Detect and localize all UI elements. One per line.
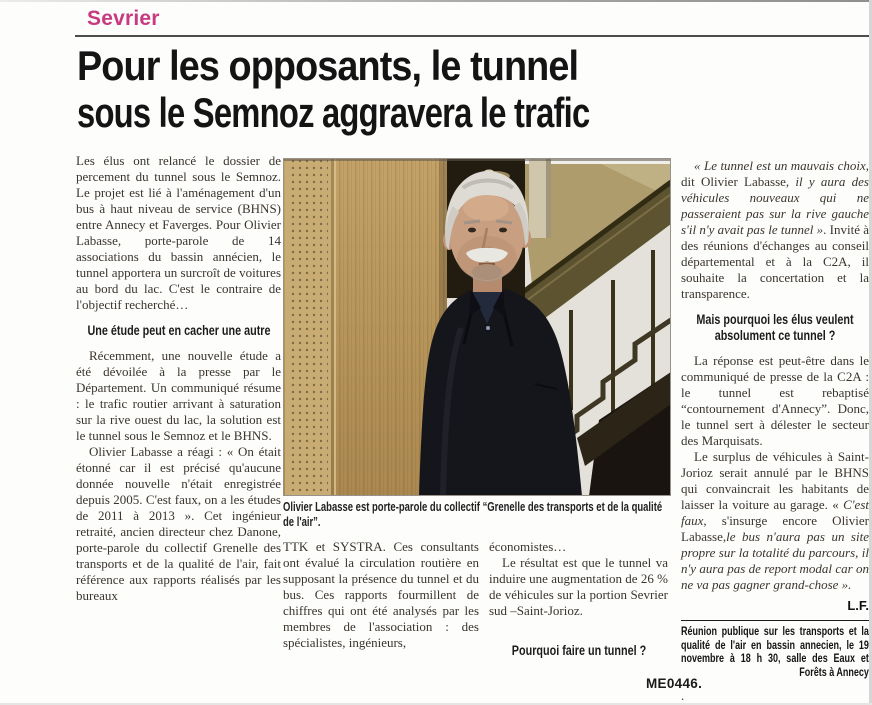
subheading: Pourquoi faire un tunnel ? (511, 643, 646, 658)
event-note: Réunion publique sur les transports et la qualité de l'air en bassin annecien, le 19 novembre à 18 h 30, salle des Eaux et Forêts à Annecy (681, 626, 869, 679)
section-kicker: Sevrier (87, 7, 160, 30)
paragraph: Olivier Labasse a réagi : « On était étonné car il est précisé qu'aucune donnée nouvelle n'était enregistrée depuis 2005. C'est faux, on a les études de 2011 à 2013 ». Cet ingénieur retraité, ancien directeur chez Danone, porte-parole du collectif Grenelle des transports et de la qualité de l'air, fait référence aux rapports réalisés par les bureaux (76, 444, 281, 603)
quote-paragraph (681, 158, 869, 302)
paragraph-lead: Les élus ont relancé le dossier de percement du tunnel sous le Semnoz. Le projet est lié à l'aménagement d'un bus à haut niveau de service (BHNS) entre Annecy et Faverges. Pour Olivier Labasse, porte-parole de 14 associations du bassin annécien, le tunnel apportera un surcroît de voitures au bord du lac. C'est le contraire de l'objectif recherché… (76, 153, 281, 312)
headline-line1: Pour les opposants, le tunnel (77, 42, 579, 89)
subheading-line1: Mais pourquoi les élus veulent (696, 312, 854, 327)
subheading-block (681, 312, 869, 344)
note-rule (681, 620, 869, 621)
quote-paragraph (681, 449, 869, 593)
quote-fragment: C'est faux, (681, 497, 869, 528)
subheading-block (76, 323, 281, 339)
quote-fragment: il y aura des véhicules nouveaux qui ne passeraient pas sur la rive gauche s'il n'y avait pas le tunnel » (681, 174, 869, 237)
article-photo (283, 158, 671, 496)
paragraph: Le résultat est que le tunnel va induire une augmentation de 26 % de véhicules sur la portion Sevrier sud –Saint-Jorioz. (489, 555, 668, 618)
quote-fragment: « Le tunnel est un mauvais choix, (694, 158, 869, 173)
middle-column-right (489, 539, 668, 668)
paragraph: TTK et SYSTRA. Ces consultants ont évalué la circulation routière en supposant la présence du tunnel et du bus. Ces rapports fourmillent de chiffres qui ont été analysés par les membres de l'association : des spécialistes, ingénieurs, (283, 539, 479, 650)
photo-illustration (283, 158, 671, 496)
subheading-block (489, 643, 668, 659)
left-column (76, 153, 281, 604)
quote-fragment: le bus n'aura pas un site propre sur la totalité du parcours, il n'y aura pas de report modal car on ne va pas gagner grand-chose ». (681, 529, 869, 592)
quote-fragment: dit Olivier Labasse, (681, 174, 796, 189)
subheading-line2: absolument ce tunnel ? (714, 328, 836, 343)
photo-caption: Olivier Labasse est porte-parole du collectif “Grenelle des transports et de la qualité de l'air”. (283, 500, 663, 529)
headline (77, 42, 837, 136)
scan-edge-top (0, 0, 872, 2)
quote-fragment: Le surplus de véhicules à Saint-Jorioz serait annulé par le BHNS qui convaincrait les habitants de laisser la voiture au garage. « (681, 449, 869, 512)
quote-fragment: s'insurge encore Olivier Labasse, (681, 513, 869, 544)
middle-column-left (283, 539, 479, 651)
kicker-rule (75, 35, 869, 37)
paragraph: Récemment, une nouvelle étude a été dévoilée à la presse par le Département. Un communiqué résume : le trafic routier arrivant à saturation sur la rive ouest du lac, la solution est le tunnel sous le Semnoz et le BHNS. (76, 348, 281, 443)
byline: L.F. (847, 598, 869, 613)
subheading: Une étude peut en cacher une autre (86, 323, 271, 338)
right-column (681, 158, 869, 704)
paragraph: La réponse est peut-être dans le communiqué de presse de la C2A : le tunnel est rebaptisé “contournement d'Annecy”. Donc, le tunnel sert à délester le secteur des Marquisats. (681, 353, 869, 448)
stray-mark: . (681, 688, 685, 703)
paragraph: économistes… (489, 539, 567, 554)
page-code: ME0446. (646, 676, 703, 691)
quote-fragment: . Invité à des réunions d'échanges au conseil départemental et à la C2A, il souhaite la concertation et la transparence. (681, 222, 869, 301)
headline-line2: sous le Semnoz aggravera le trafic (77, 89, 590, 136)
